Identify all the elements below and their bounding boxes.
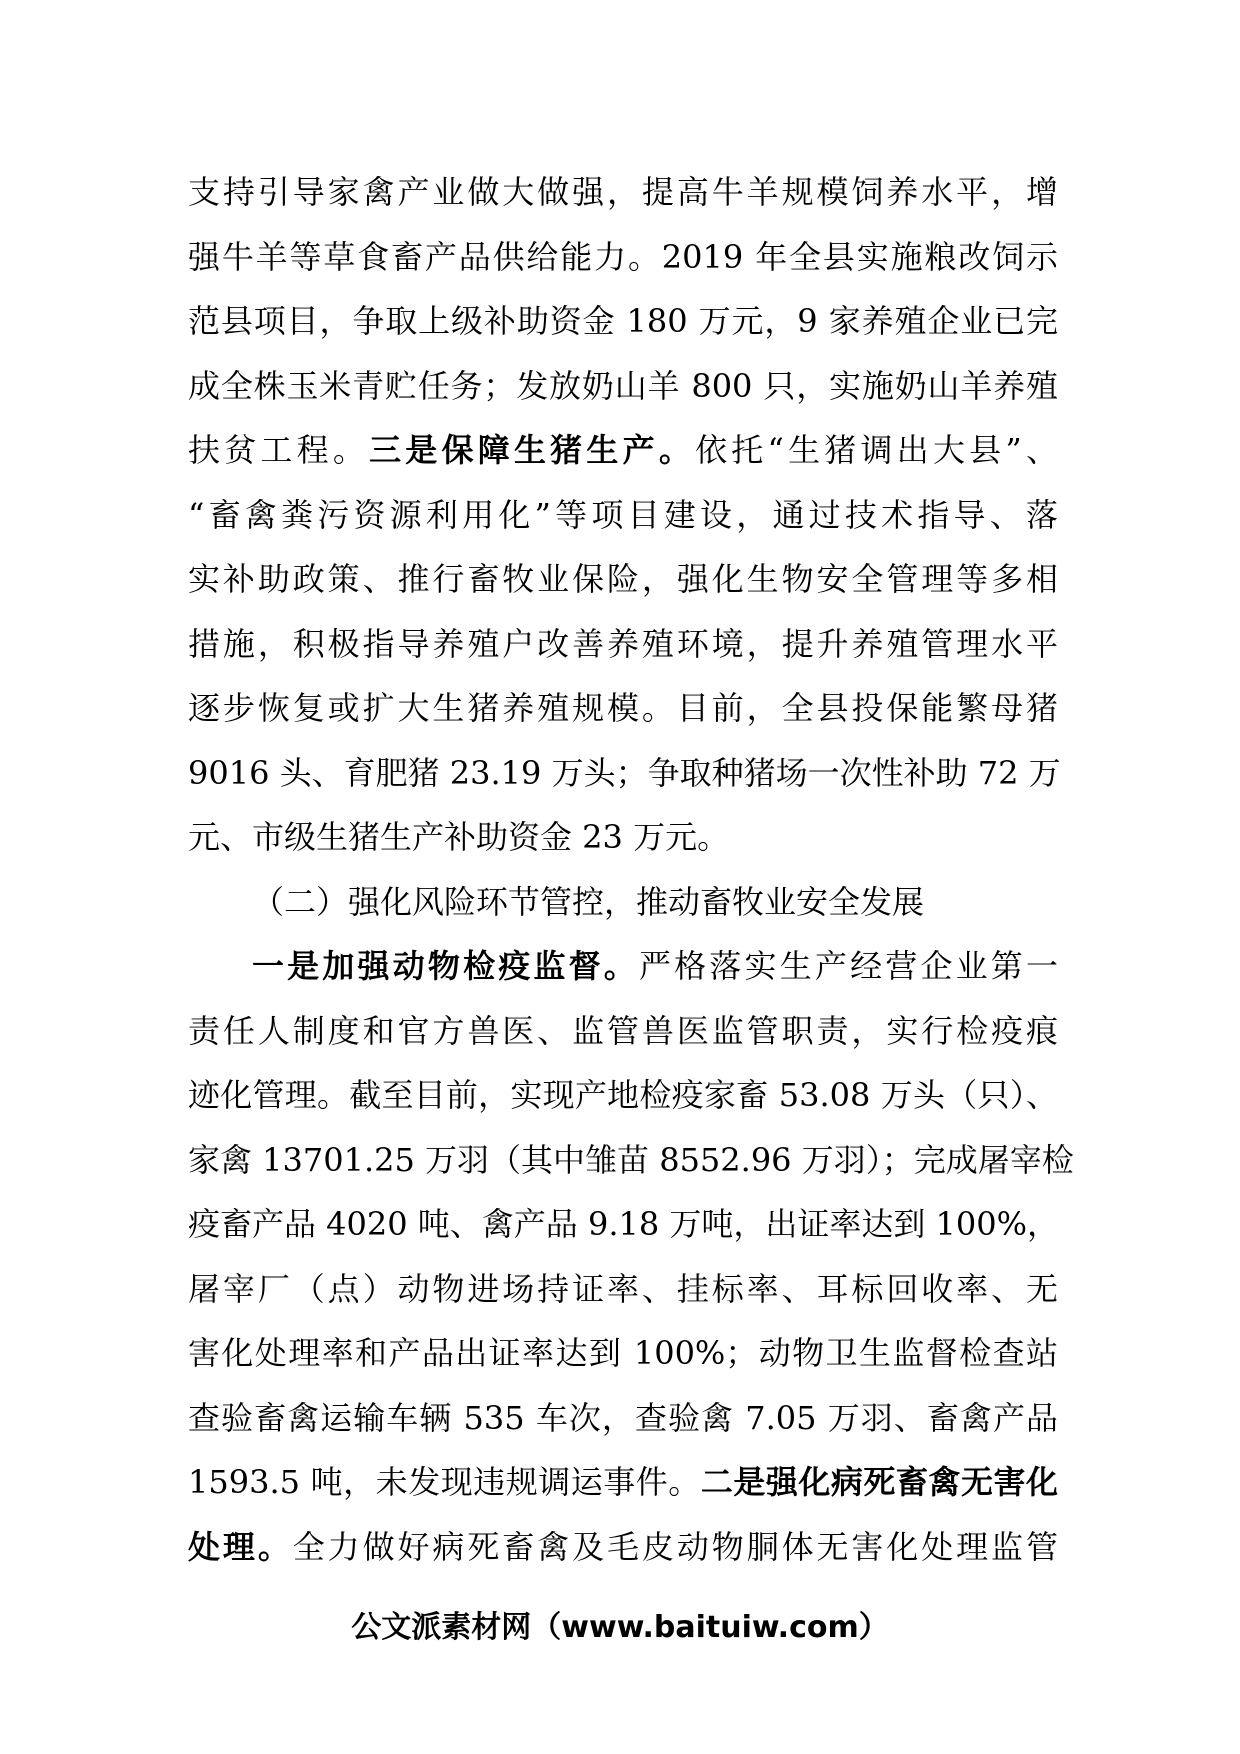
text-line-9: 逐步恢复或扩大生猪养殖规模。目前，全县投保能繁母猪 — [188, 689, 1058, 727]
text-line-20: 查验畜禽运输车辆 535 车次，查验禽 7.05 万羽、畜禽产品 — [188, 1398, 1058, 1437]
text-line-15: 迹化管理。截至目前，实现产地检疫家畜 53.08 万头（只）、 — [188, 1076, 1058, 1114]
bold-heading-2: 二是强化病死畜禽无害化 — [700, 1463, 1058, 1501]
text-line-3: 范县项目，争取上级补助资金 180 万元，9 家养殖企业已完 — [188, 302, 1058, 340]
text-line-7: 实补助政策、推行畜牧业保险，强化生物安全管理等多相 — [188, 560, 1058, 598]
page-footer: 公文派素材网（www.baituiw.com） — [351, 1610, 889, 1645]
section-heading: （二）强化风险环节管控，推动畜牧业安全发展 — [252, 882, 925, 921]
text-line-6: “畜禽粪污资源利用化”等项目建设，通过技术指导、落 — [188, 495, 1058, 534]
text-line-11: 元、市级生猪生产补助资金 23 万元。 — [188, 818, 730, 856]
bold-heading-2-cont: 处理。 — [188, 1527, 293, 1566]
text-line-18: 屠宰厂（点）动物进场持证率、挂标率、耳标回收率、无 — [188, 1269, 1058, 1308]
text-line-19: 害化处理率和产品出证率达到 100%；动物卫生监督检查站 — [188, 1334, 1058, 1372]
text-line-21: 1593.5 吨，未发现违规调运事件。二是强化病死畜禽无害化 — [188, 1463, 1058, 1501]
text-line-8: 措施，积极指导养殖户改善养殖环境，提升养殖管理水平 — [188, 624, 1058, 663]
bold-heading-3: 三是保障生猪生产。 — [369, 431, 696, 469]
text-line-22: 处理。全力做好病死畜禽及毛皮动物胴体无害化处理监管 — [188, 1527, 1058, 1566]
text-line-13: 一是加强动物检疫监督。严格落实生产经营企业第一 — [252, 947, 1058, 985]
body-text — [188, 160, 1074, 1579]
text-line-2: 强牛羊等草食畜产品供给能力。2019 年全县实施粮改饲示 — [188, 237, 1058, 276]
text-line-14: 责任人制度和官方兽医、监管兽医监管职责，实行检疫痕 — [188, 1011, 1058, 1050]
text-line-16: 家禽 13701.25 万羽（其中雏苗 8552.96 万羽）；完成屠宰检 — [188, 1140, 1074, 1179]
text-line-5: 扶贫工程。三是保障生猪生产。依托“生猪调出大县”、 — [188, 431, 1058, 469]
text-line-10: 9016 头、育肥猪 23.19 万头；争取种猪场一次性补助 72 万 — [188, 753, 1061, 792]
bold-heading-1: 一是加强动物检疫监督。 — [252, 947, 639, 985]
text-line-17: 疫畜产品 4020 吨、禽产品 9.18 万吨，出证率达到 100%， — [188, 1205, 1060, 1243]
text-line-1: 支持引导家禽产业做大做强，提高牛羊规模饲养水平，增 — [188, 173, 1058, 211]
text-line-4: 成全株玉米青贮任务；发放奶山羊 800 只，实施奶山羊养殖 — [188, 366, 1058, 405]
